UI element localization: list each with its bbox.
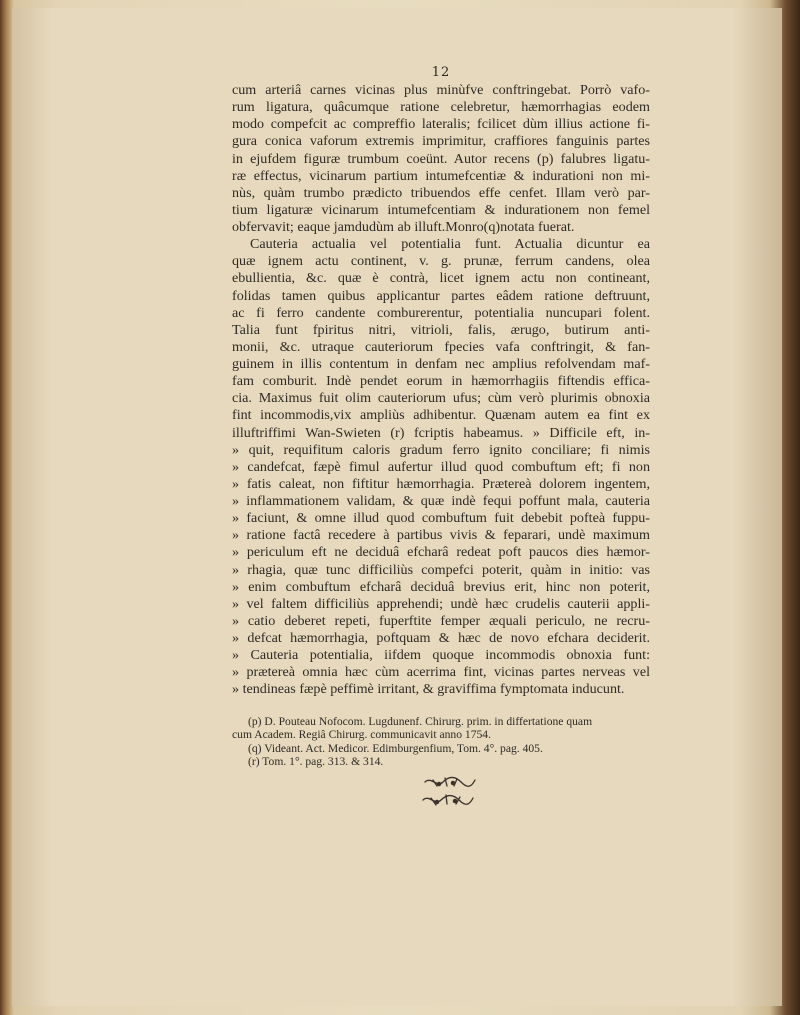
text-line: » catio deberet repeti, fuperftite femper æquali periculo, ne recru- bbox=[232, 612, 650, 629]
text-line: cum arteriâ carnes vicinas plus minùfve conftringebat. Porrò vafo- bbox=[232, 82, 650, 98]
text-line: modo compefcit ac compreffio lateralis; fcilicet dùm illius actione fi- bbox=[232, 116, 650, 133]
text-line: » enim combuftum efcharâ deciduâ brevius erit, hinc non poterit, bbox=[232, 578, 650, 595]
footnote-line: cum Academ. Regiâ Chirurg. communicavit anno 1754. bbox=[232, 728, 491, 742]
tail-ornament-icon bbox=[415, 774, 479, 812]
text-line: cia. Maximus fuit olim cauteriorum ufus; cùm verò plurimis obnoxia bbox=[232, 390, 650, 407]
footnote-line: (q) Videant. Act. Medicor. Edimburgenfium, Tom. 4°. pag. 405. bbox=[248, 741, 543, 755]
text-line: » faciunt, & omne illud quod combuftum fuit debebit pofteà fuppu- bbox=[232, 510, 650, 527]
page-number: 12 bbox=[431, 65, 451, 80]
text-line: » quit, requifitum caloris gradum ferro ignito conciliare; fi nimis bbox=[232, 441, 650, 458]
text-line: gura conica vaforum extremis imprimitur, craffiores fanguinis partes bbox=[232, 133, 650, 150]
text-line: Talia funt fpiritus nitri, vitrioli, falis, ærugo, butirum anti- bbox=[232, 321, 650, 338]
text-line: » vel faltem difficiliùs apprehendi; undè hæc crudelis cauterii appli- bbox=[232, 595, 650, 612]
text-line: » periculum eft ne deciduâ efcharâ redeat poft paucos dies hæmor- bbox=[232, 544, 650, 561]
text-line: guinem in illis contentum in denfam nec amplius refolvendam maf- bbox=[232, 356, 650, 372]
spacer bbox=[232, 699, 650, 715]
text-line: » prætereà omnia hæc cùm acerrima fint, vicinas partes nerveas vel bbox=[232, 664, 650, 681]
text-line: monii, &c. utraque cauteriorum fpecies vafa conftringit, & fan- bbox=[232, 338, 650, 355]
text-line: ebullientia, &c. quæ è contrà, licet ignem actu non contineant, bbox=[232, 270, 650, 287]
text-line: fint incommodis,vix ampliùs adhibentur. Quænam autem ea fint ex bbox=[232, 407, 650, 424]
text-line: folidas tamen quibus applicantur partes eâdem ratione deftruunt, bbox=[232, 287, 650, 304]
text-line: ac fi ferro candente comburerentur, potentialia nuncupari folent. bbox=[232, 304, 650, 321]
text-line: obfervavit; eaque jamdudùm ab illuft.Monro(q)notata fuerat. bbox=[232, 219, 575, 235]
text-line: » Cauteria potentialia, iifdem quoque incommodis obnoxia funt: bbox=[232, 647, 650, 664]
text-line: tium ligaturæ vicinarum intumefcentiam & indurationem non femel bbox=[232, 201, 650, 218]
text-line: » inflammationem validam, & quæ indè fequi poffunt mala, cauteria bbox=[232, 493, 650, 509]
text-line: » candefcat, fæpè fimul aufertur illud quod combuftum eft; fi non bbox=[232, 458, 650, 475]
text-line: » rhagia, quæ tunc difficiliùs compefci poterit, quàm in initio: vas bbox=[232, 561, 650, 578]
footnotes bbox=[232, 715, 650, 769]
text-line: » defcat hæmorrhagia, poftquam & hæc de novo efchara deciderit. bbox=[232, 630, 650, 646]
footnote-line: (r) Tom. 1°. pag. 313. & 314. bbox=[248, 755, 384, 769]
text-line: illuftriffimi Wan-Swieten (r) fcriptis habeamus. » Difficile eft, in- bbox=[232, 424, 650, 441]
body-text bbox=[232, 82, 650, 699]
text-line: quæ ignem actu continent, v. g. prunæ, ferrum candens, olea bbox=[232, 253, 650, 270]
text-line: nùs, quàm trumbo prædicto tribuendos effe cenfet. Illam verò par- bbox=[232, 184, 650, 201]
text-line: ræ effectus, vicinarum partium intumefcentiæ & indurationi non mi- bbox=[232, 167, 650, 184]
footnote-line: (p) D. Pouteau Nofocom. Lugdunenf. Chirurg. prim. in differtatione quam bbox=[248, 714, 593, 728]
text-line: rum ligatura, quâcumque ratione celebretur, hæmorrhagias eodem bbox=[232, 99, 650, 116]
text-line: Cauteria actualia vel potentialia funt. Actualia dicuntur ea bbox=[250, 236, 650, 253]
text-line: » fatis caleat, non fiftitur hæmorrhagia. Prætereà dolorem ingentem, bbox=[232, 475, 650, 492]
text-line: in ejufdem figuræ trumbum coeünt. Autor recens (p) falubres ligatu- bbox=[232, 150, 650, 167]
text-line: » ratione factâ recedere à partibus vivis & feparari, undè maximum bbox=[232, 527, 650, 544]
text-line: fam comburit. Indè pendet eorum in hæmorrhagiis fiftendis effica- bbox=[232, 373, 650, 390]
text-line: » tendineas fæpè peffimè irritant, & graviffima fymptomata inducunt. bbox=[232, 681, 625, 698]
page-content bbox=[232, 66, 650, 769]
